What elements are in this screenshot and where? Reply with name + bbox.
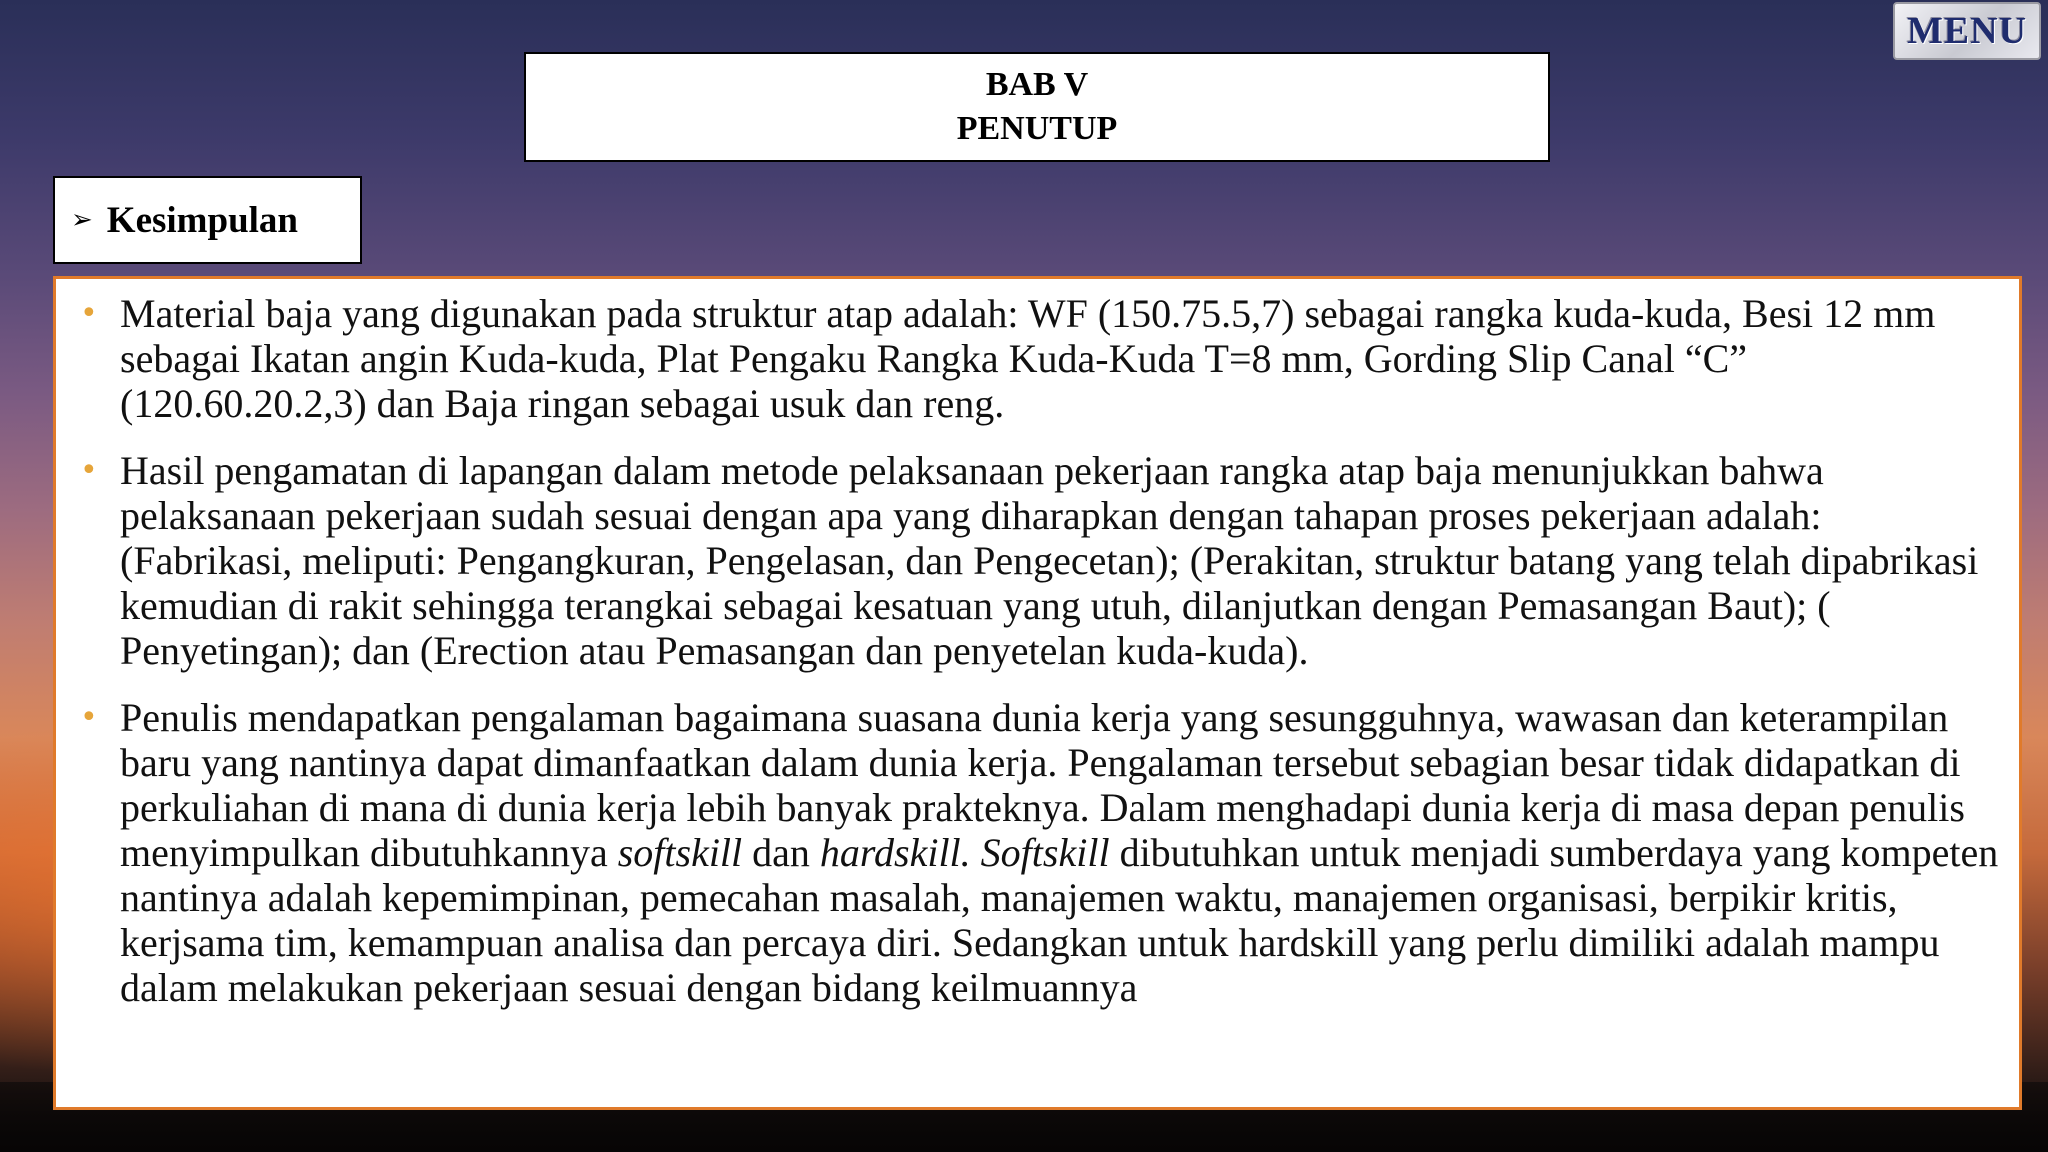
section-heading-box <box>53 176 362 264</box>
chapter-title: PENUTUP <box>956 110 1118 147</box>
list-item-text: Material baja yang digunakan pada struktur atap adalah: WF (150.75.5,7) sebagai rangka kuda-kuda, Besi 12 mm sebagai Ikatan angin Kuda-kuda, Plat Pengaku Rangka Kuda-Kuda T=8 mm, Gording Slip Canal “C” (120.60.20.2,3) dan Baja ringan sebagai usuk dan reng. <box>120 291 1936 426</box>
emphasis-softskill: softskill <box>617 830 743 875</box>
dot-bullet-icon: • <box>80 296 98 331</box>
conclusion-content-box <box>53 276 2022 1110</box>
menu-button-label: MENU <box>1906 10 2028 52</box>
list-item <box>80 448 2003 673</box>
arrow-right-bullet-icon: ➢ <box>71 205 93 235</box>
dot-bullet-icon: • <box>80 700 98 735</box>
list-item <box>80 695 2003 1010</box>
emphasis-softskill-start: Softskill <box>980 830 1110 875</box>
chapter-number: BAB V <box>985 66 1089 103</box>
text-segment: dan <box>742 830 820 875</box>
menu-button[interactable] <box>1893 2 2041 60</box>
emphasis-hardskill: hardskill. <box>819 830 971 875</box>
dot-bullet-icon: • <box>80 453 98 488</box>
section-heading: Kesimpulan <box>106 199 299 241</box>
text-segment: dibutuhkan untuk menjadi sumberdaya yang kompeten nantinya adalah kepemimpinan, pemecahan masalah, manajemen waktu, manajemen organisasi, berpikir kritis, kerjsama tim, kemampuan analisa dan percaya diri. Sedangkan untuk hardskill yang perlu dimiliki adalah mampu dalam melakukan pekerjaan sesuai dengan bidang keilmuannya <box>120 830 1999 1010</box>
list-item <box>80 291 2003 426</box>
chapter-title-box <box>524 52 1550 162</box>
text-segment <box>971 830 981 875</box>
list-item-text: Hasil pengamatan di lapangan dalam metode pelaksanaan pekerjaan rangka atap baja menunjukkan bahwa pelaksanaan pekerjaan sudah sesuai dengan apa yang diharapkan dengan tahapan proses pekerjaan adalah: (Fabrikasi, meliputi: Pengangkuran, Pengelasan, dan Pengecetan); (Perakitan, struktur batang yang telah dipabrikasi kemudian di rakit sehingga terangkai sebagai kesatuan yang utuh, dilanjutkan dengan Pemasangan Baut); ( Penyetingan); dan (Erection atau Pemasangan dan penyetelan kuda-kuda). <box>120 448 1979 673</box>
text-segment: Penulis mendapatkan pengalaman bagaimana suasana dunia kerja yang sesungguhnya, wawasan dan keterampilan baru yang nantinya dapat dimanfaatkan dalam dunia kerja. Pengalaman tersebut sebagian besar tidak didapatkan di perkuliahan di mana di dunia kerja lebih banyak prakteknya. Dalam menghadapi dunia kerja di masa depan penulis menyimpulkan dibutuhkannya <box>120 695 1965 875</box>
list-item-text <box>120 695 2003 1010</box>
